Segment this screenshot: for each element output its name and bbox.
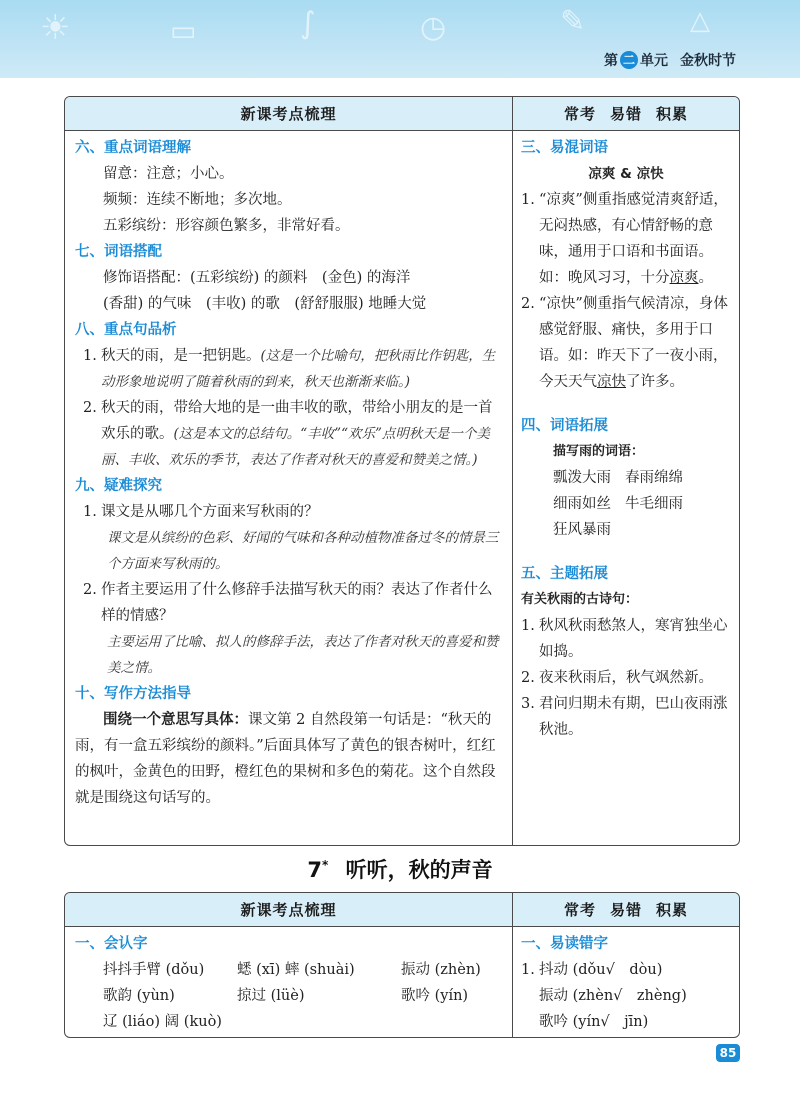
- char-row: [103, 957, 512, 983]
- page-number: 85: [716, 1044, 740, 1062]
- question: 课文是从哪几个方面来写秋雨的？: [101, 504, 319, 520]
- sentence-note: (这是一个比喻句，把秋雨比作钥匙，生动形象地说明了随着秋雨的到来，秋天也渐渐来临。): [101, 348, 496, 390]
- word-list-label: 描写雨的词语：: [553, 444, 645, 459]
- explanation-end: 。: [698, 270, 713, 286]
- section-heading: 四、词语拓展: [521, 418, 608, 434]
- item-number: 2.: [83, 582, 97, 598]
- poem-item: [521, 691, 731, 743]
- rain-word: 细雨如丝: [553, 496, 611, 512]
- pronunciation: 抖动 (dǒu√ dòu): [539, 962, 663, 978]
- writing-guide-lead: 围绕一个意思写具体：: [103, 712, 248, 728]
- section-heading: 三、易混词语: [521, 140, 608, 156]
- lesson-name: 听听，秋的声音: [345, 858, 493, 882]
- triangle-icon: △: [690, 6, 710, 36]
- list-item: [521, 187, 731, 291]
- list-item: [75, 395, 512, 473]
- char-entry: 歌吟 (yín): [401, 988, 469, 1004]
- section-heading: 六、重点词语理解: [75, 140, 191, 156]
- item-number: 2.: [83, 400, 97, 416]
- title-word: 积累: [656, 901, 689, 919]
- item-number: 2.: [521, 670, 535, 686]
- poem-line: 秋风秋雨愁煞人，寒宵独坐心如捣。: [539, 618, 728, 660]
- writing-guide: [75, 707, 512, 811]
- lesson-title: [0, 854, 800, 884]
- title-word: 积累: [656, 105, 689, 123]
- item-number: 1.: [83, 504, 97, 520]
- left-column: [65, 893, 513, 1037]
- unit-number: 二: [620, 51, 638, 69]
- word-row: [521, 491, 731, 517]
- left-column-title: 新课考点梳理: [65, 97, 512, 131]
- section-heading: 一、会认字: [75, 936, 148, 952]
- rain-word: 瓢泼大雨: [553, 470, 611, 486]
- unit-header: [604, 50, 736, 70]
- item-number: [521, 1009, 539, 1035]
- lesson-number: 7: [307, 858, 323, 882]
- item-number: 1.: [521, 618, 535, 634]
- unit-suffix: 单元: [640, 53, 668, 69]
- dna-icon: ∫: [300, 6, 316, 41]
- study-box-1: [64, 96, 740, 846]
- left-column: [65, 97, 513, 845]
- unit-title: 金秋时节: [680, 53, 736, 69]
- word-row: [521, 465, 731, 491]
- list-item: [75, 499, 512, 525]
- list-item: [521, 983, 731, 1009]
- char-entry: 掠过 (lüè): [237, 988, 305, 1004]
- poem-item: [521, 665, 731, 691]
- section-heading: 七、词语搭配: [75, 244, 162, 260]
- right-column-title: [513, 97, 739, 131]
- section-heading: 十、写作方法指导: [75, 686, 191, 702]
- sentence-note: (这是本文的总结句。“丰收”“欢乐”点明秋天是一个美丽、丰收、欢乐的季节，表达了作者对秋天的喜爱和赞美之情。): [101, 426, 490, 468]
- left-column-title: 新课考点梳理: [65, 893, 512, 927]
- item-number: 3.: [521, 696, 535, 712]
- book-icon: ▭: [170, 14, 197, 47]
- title-word: 常考: [563, 901, 596, 919]
- item-number: 1.: [83, 348, 97, 364]
- section-heading: 八、重点句品析: [75, 322, 177, 338]
- list-item: [75, 577, 512, 629]
- word-row: [521, 517, 731, 543]
- title-word: 常考: [563, 105, 596, 123]
- char-entry: 辽 (liáo) 阔 (kuò): [103, 1014, 222, 1030]
- rain-word: 春雨绵绵: [625, 470, 683, 486]
- study-box-2: [64, 892, 740, 1038]
- answer: 主要运用了比喻、拟人的修辞手法，表达了作者对秋天的喜爱和赞美之情。: [107, 634, 499, 676]
- right-column: [513, 97, 739, 845]
- poem-item: [521, 613, 731, 665]
- pronunciation: 歌吟 (yín√ jīn): [539, 1014, 649, 1030]
- list-item: [521, 1009, 731, 1035]
- list-item: [521, 291, 731, 395]
- char-entry: 振动 (zhèn): [401, 962, 481, 978]
- title-word: 易错: [609, 105, 642, 123]
- pencil-icon: ✎: [560, 4, 586, 39]
- right-column-title: [513, 893, 739, 927]
- example-word: 凉爽: [669, 270, 699, 286]
- rain-word: 牛毛细雨: [625, 496, 683, 512]
- collocation-line: (香甜) 的气味 (丰收) 的歌 (舒舒服服) 地睡大觉: [103, 296, 427, 312]
- rain-word: 狂风暴雨: [553, 522, 611, 538]
- unit-prefix: 第: [604, 53, 618, 69]
- item-number: 1.: [521, 962, 535, 978]
- poem-line: 君问归期未有期，巴山夜雨涨秋池。: [539, 696, 728, 738]
- pronunciation: 振动 (zhèn√ zhèng): [539, 988, 687, 1004]
- lesson-star: *: [322, 858, 329, 872]
- section-heading: 五、主题拓展: [521, 566, 608, 582]
- char-row: [103, 983, 512, 1009]
- title-word: 易错: [609, 901, 642, 919]
- explanation: “凉快”侧重指气候清凉，身体感觉舒服、痛快，多用于口语。如：昨天下了一夜小雨，今天天气: [539, 296, 728, 390]
- bulb-icon: ☀: [40, 8, 71, 48]
- word-pair: 凉爽 & 凉快: [588, 166, 664, 182]
- item-number: 2.: [521, 296, 535, 312]
- explanation: “凉爽”侧重指感觉清爽舒适，无闷热感，有心情舒畅的意味，通用于口语和书面语。如：晚风习习，十分: [539, 192, 728, 286]
- definition-line: 频频：连续不断地；多次地。: [103, 192, 292, 208]
- char-entry: 歌韵 (yùn): [103, 988, 175, 1004]
- definition-line: 五彩缤纷：形容颜色繁多，非常好看。: [103, 218, 350, 234]
- question: 作者主要运用了什么修辞手法描写秋天的雨？表达了作者什么样的情感？: [101, 582, 493, 624]
- list-item: [75, 343, 512, 395]
- example-word: 凉快: [597, 374, 626, 390]
- char-row: [103, 1009, 512, 1035]
- section-heading: 九、疑难探究: [75, 478, 162, 494]
- definition-line: 留意：注意；小心。: [103, 166, 234, 182]
- clock-icon: ◷: [420, 10, 447, 45]
- writing-guide-text: 课文第 2 自然段第一句话是：“秋天的雨，有一盒五彩缤纷的颜料。”后面具体写了黄色的银杏树叶，红红的枫叶，金黄色的田野，橙红色的果树和多色的菊花。这个自然段就是围绕这句话写的。: [75, 712, 496, 806]
- key-sentence: 秋天的雨，是一把钥匙。: [101, 348, 261, 364]
- section-heading: 一、易读错字: [521, 936, 608, 952]
- list-item: [521, 957, 731, 983]
- poem-line: 夜来秋雨后，秋气飒然新。: [539, 670, 713, 686]
- answer: 课文是从缤纷的色彩、好闻的气味和各种动植物准备过冬的情景三个方面来写秋雨的。: [107, 530, 499, 572]
- char-entry: 抖抖手臂 (dǒu): [103, 962, 205, 978]
- key-sentence: 秋天的雨，带给大地的是一曲丰收的歌，带给小朋友的是一首欢乐的歌。: [101, 400, 493, 442]
- poem-list-label: 有关秋雨的古诗句：: [521, 592, 639, 607]
- right-column: [513, 893, 739, 1037]
- explanation-end: 了许多。: [626, 374, 684, 390]
- item-number: 1.: [521, 192, 535, 208]
- char-entry: 蟋 (xī) 蟀 (shuài): [237, 962, 355, 978]
- item-number: [521, 983, 539, 1009]
- collocation-line: 修饰语搭配：(五彩缤纷) 的颜料 (金色) 的海洋: [103, 270, 411, 286]
